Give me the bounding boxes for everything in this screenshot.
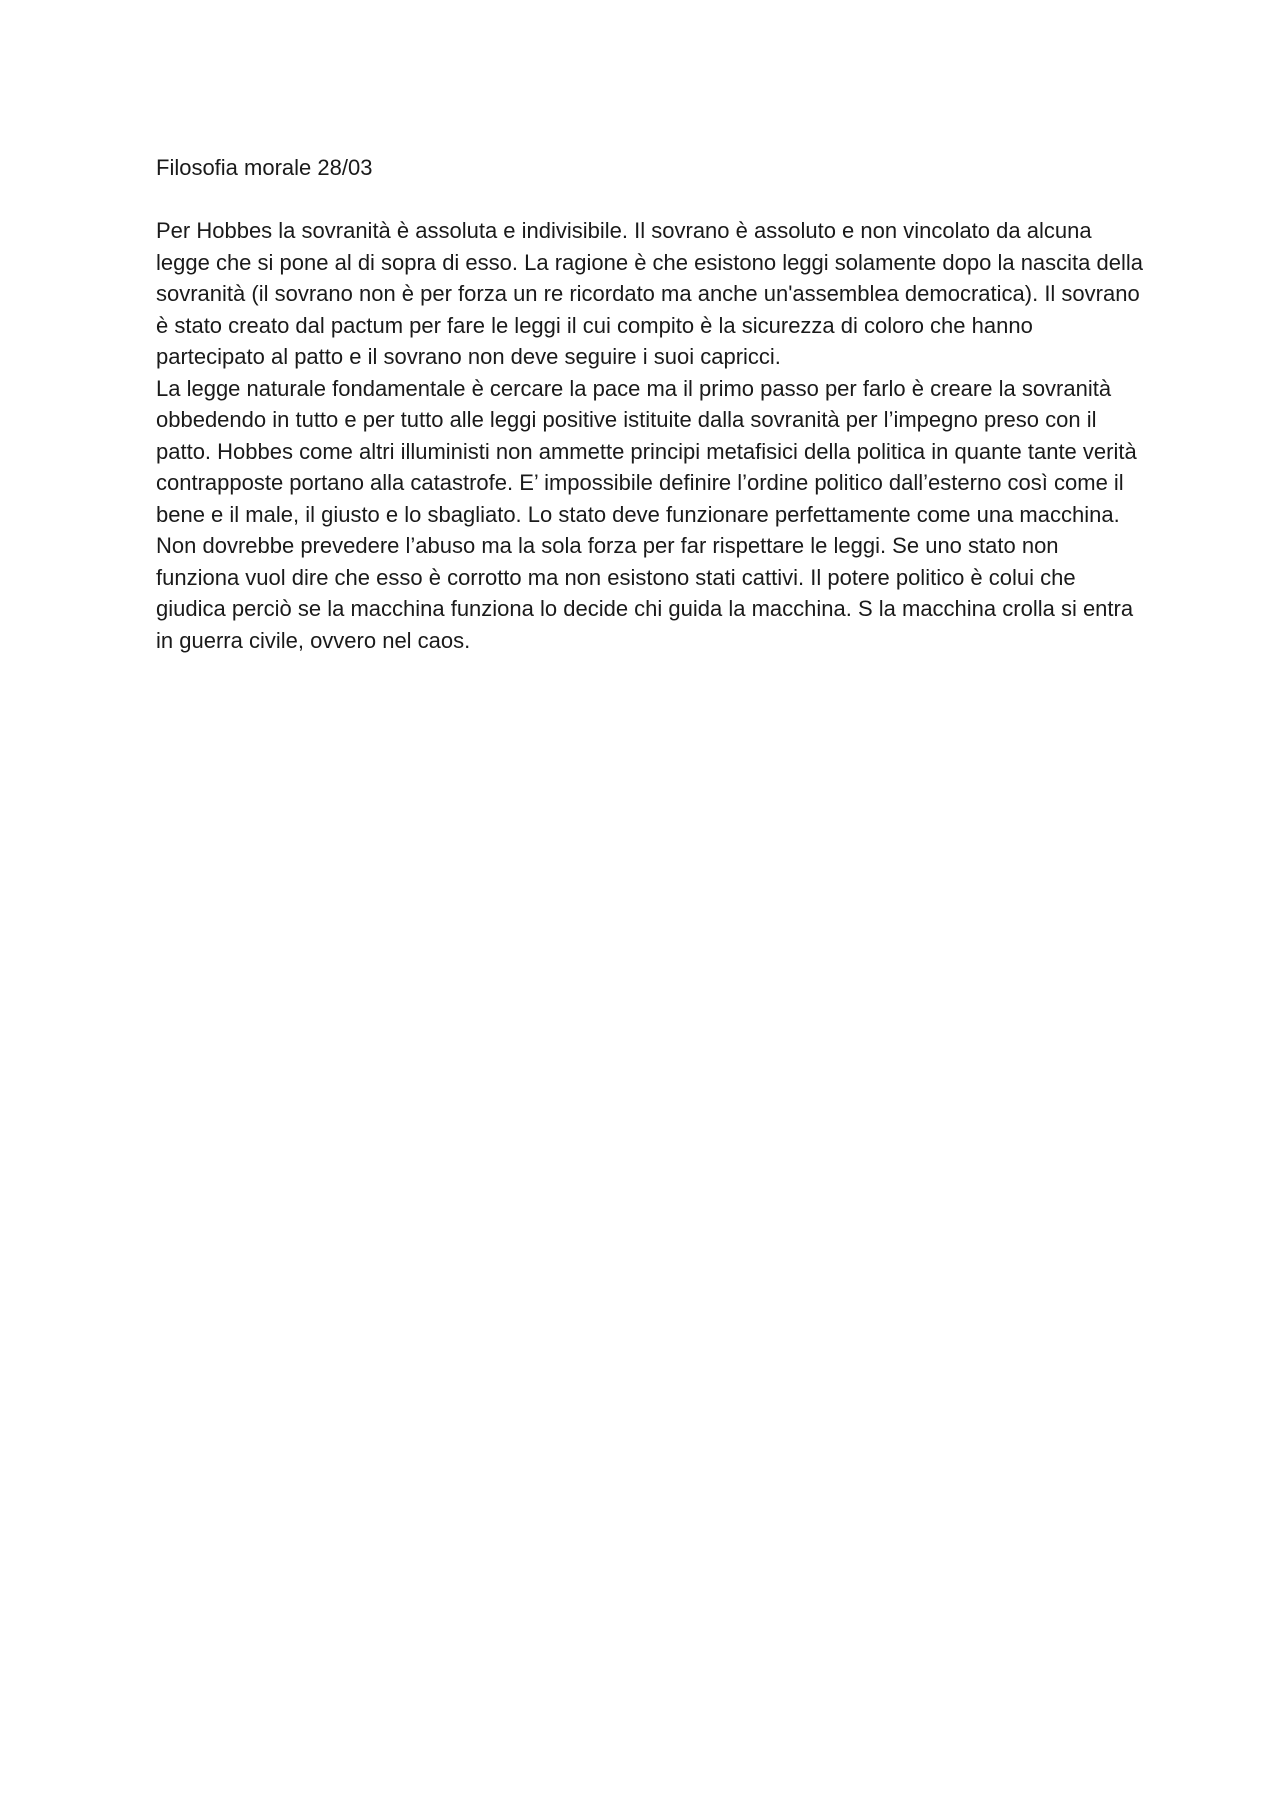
paragraph-natural-law: La legge naturale fondamentale è cercare la pace ma il primo passo per farlo è creare la sovranità obbedendo in tutto e per tutto alle leggi positive istituite dalla sovranità per l’impegno preso con il patto. Hobbes come altri illuministi non ammette principi metafisici della politica in quante tante verità contrapposte portano alla catastrofe. E’ impossibile definire l’ordine politico dall’esterno così come il bene e il male, il giusto e lo sbagliato. Lo stato deve funzionare perfettamente come una macchina. Non dovrebbe prevedere l’abuso ma la sola forza per far rispettare le leggi. Se uno stato non funziona vuol dire che esso è corrotto ma non esistono stati cattivi. Il potere politico è colui che giudica perciò se la macchina funziona lo decide chi guida la macchina. S la macchina crolla si entra in guerra civile, ovvero nel caos. [156, 375, 1137, 653]
document-body [156, 152, 1146, 656]
paragraph-sovereignty: Per Hobbes la sovranità è assoluta e indivisibile. Il sovrano è assoluto e non vincolato da alcuna legge che si pone al di sopra di esso. La ragione è che esistono leggi solamente dopo la nascita della sovranità (il sovrano non è per forza un re ricordato ma anche un'assemblea democratica). Il sovrano è stato creato dal pactum per fare le leggi il cui compito è la sicurezza di coloro che hanno partecipato al patto e il sovrano non deve seguire i suoi capricci. [156, 218, 1143, 369]
document-title: Filosofia morale 28/03 [156, 155, 373, 180]
